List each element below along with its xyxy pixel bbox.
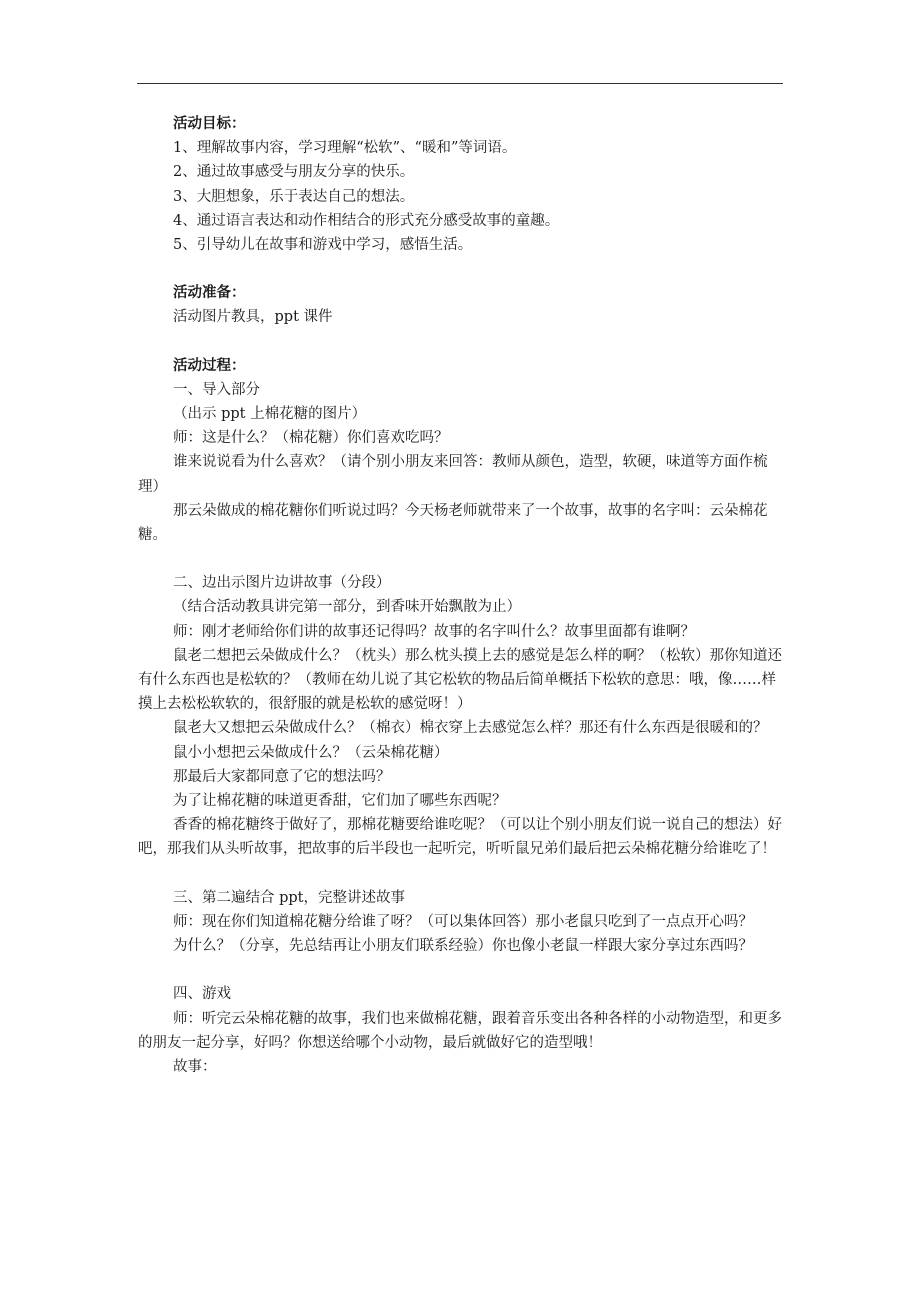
section-title: 二、边出示图片边讲故事（分段） xyxy=(173,575,391,592)
paragraph: 那云朵做成的棉花糖你们听说过吗？今天杨老师就带来了一个故事，故事的名字叫：云朵棉花糖。 xyxy=(138,502,768,544)
paragraph: 鼠小小想把云朵做成什么？（云朵棉花糖） xyxy=(173,744,449,761)
paragraph: 为什么？（分享，先总结再让小朋友们联系经验）你也像小老鼠一样跟大家分享过东西吗？ xyxy=(173,938,753,955)
section-title: 三、第二遍结合 ppt，完整讲述故事 xyxy=(173,889,405,906)
paragraph: 师：现在你们知道棉花糖分给谁了呀？（可以集体回答）那小老鼠只吃到了一点点开心吗？ xyxy=(173,913,753,930)
paragraph: 谁来说说看为什么喜欢？（请个别小朋友来回答：教师从颜色，造型，软硬，味道等方面作梳理） xyxy=(138,454,768,495)
paragraph: （出示 ppt 上棉花糖的图片） xyxy=(173,406,367,423)
document-body xyxy=(138,112,786,1079)
header-rule xyxy=(137,83,783,84)
prep-heading: 活动准备： xyxy=(173,284,246,302)
paragraph: 香香的棉花糖终于做好了，那棉花糖要给谁吃呢？（可以让个别小朋友们说一说自己的想法）好吧，那我们从头听故事，把故事的后半段也一起听完，听听鼠兄弟们最后把云朵棉花糖分给谁吃了！ xyxy=(138,817,782,858)
goals-heading: 活动目标： xyxy=(173,115,246,132)
prep-text: 活动图片教具，ppt 课件 xyxy=(173,309,333,326)
goal-item: 1、理解故事内容，学习理解“松软”、“暖和”等词语。 xyxy=(173,140,517,157)
goal-item: 3、大胆想象，乐于表达自己的想法。 xyxy=(173,188,415,205)
goal-item: 5、引导幼儿在故事和游戏中学习，感悟生活。 xyxy=(173,237,473,254)
goal-item: 2、通过故事感受与朋友分享的快乐。 xyxy=(173,164,415,181)
paragraph: 那最后大家都同意了它的想法吗？ xyxy=(173,768,391,785)
paragraph: 师：这是什么？（棉花糖）你们喜欢吃吗？ xyxy=(173,430,449,447)
paragraph: 鼠老二想把云朵做成什么？（枕头）那么枕头摸上去的感觉是怎么样的啊？（松软）那你知道还有什么东西也是松软的？（教师在幼儿说了其它松软的物品后简单概括下松软的意思：哦，像……样摸上去松松软软的，很舒服的就是松软的感觉呀！） xyxy=(138,647,782,713)
paragraph: 为了让棉花糖的味道更香甜，它们加了哪些东西呢？ xyxy=(173,793,507,810)
paragraph: （结合活动教具讲完第一部分，到香味开始飘散为止） xyxy=(173,599,521,616)
paragraph: 故事： xyxy=(173,1058,217,1075)
paragraph: 师：刚才老师给你们讲的故事还记得吗？故事的名字叫什么？故事里面都有谁啊？ xyxy=(173,623,695,640)
paragraph: 师：听完云朵棉花糖的故事，我们也来做棉花糖，跟着音乐变出各种各样的小动物造型，和更多的朋友一起分享，好吗？你想送给哪个小动物，最后就做好它的造型哦！ xyxy=(138,1010,782,1051)
process-heading: 活动过程： xyxy=(173,356,246,374)
section-title: 四、游戏 xyxy=(173,986,231,1003)
goal-item: 4、通过语言表达和动作相结合的形式充分感受故事的童趣。 xyxy=(173,212,560,229)
section-title: 一、导入部分 xyxy=(173,381,260,398)
paragraph: 鼠老大又想把云朵做成什么？（棉衣）棉衣穿上去感觉怎么样？那还有什么东西是很暖和的？ xyxy=(173,720,768,737)
